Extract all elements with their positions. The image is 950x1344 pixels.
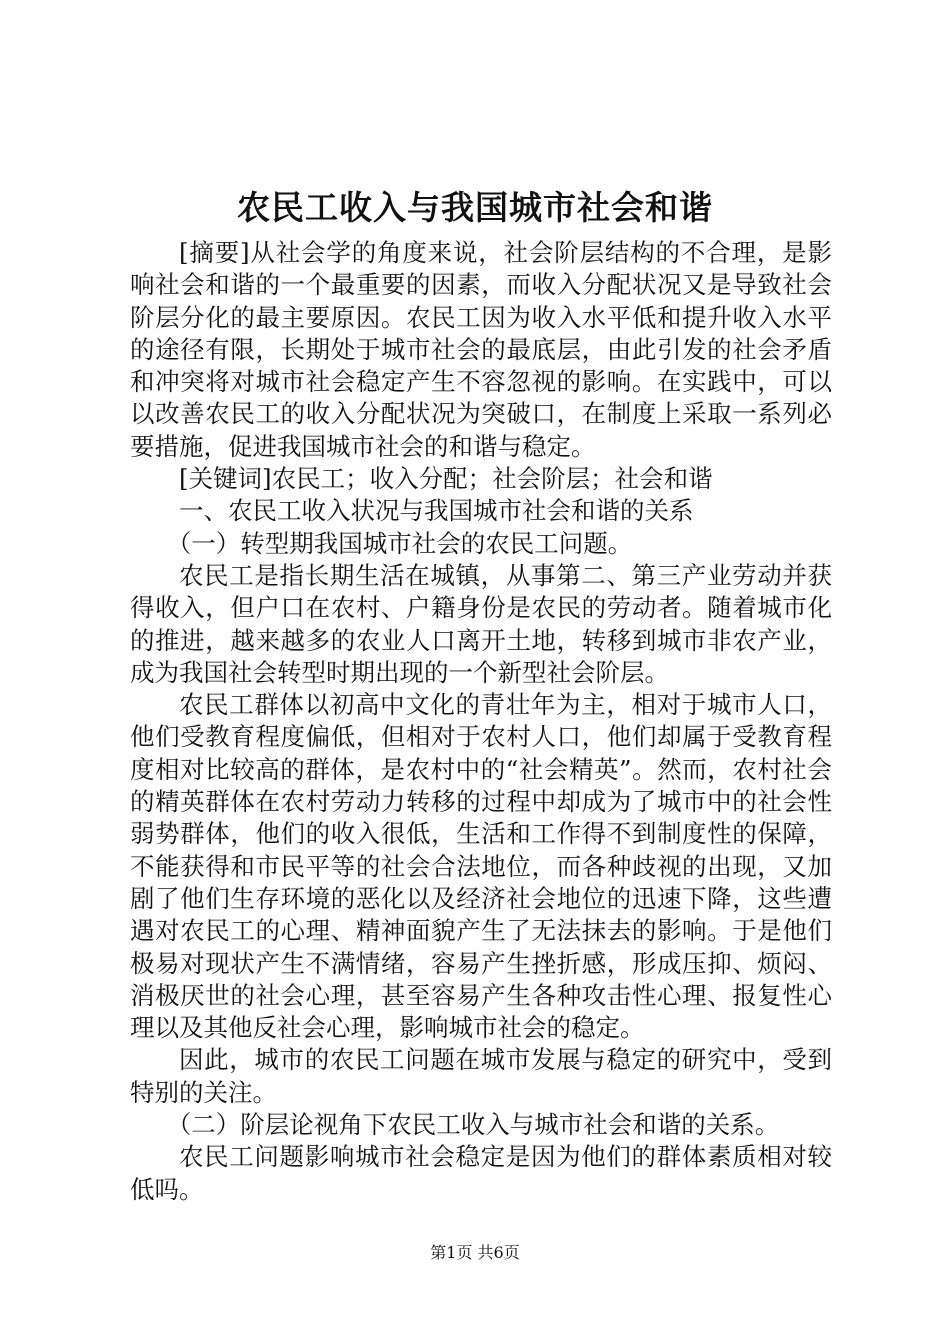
document-title: 农民工收入与我国城市社会和谐 — [237, 188, 713, 227]
abstract-paragraph: [摘要]从社会学的角度来说，社会阶层结构的不合理，是影响社会和谐的一个最重要的因素，而收入分配状况又是导致社会阶层分化的最主要原因。农民工因为收入水平低和提升收入水平的途径有限，长期处于城市社会的最底层，由此引发的社会矛盾和冲突将对城市社会稳定产生不容忽视的影响。在实践中，可以以改善农民工的收入分配状况为突破口，在制度上采取一系列必要措施，促进我国城市社会的和谐与稳定。 — [130, 238, 832, 461]
page-footer: 第1页 共6页 — [430, 1243, 520, 1262]
subsection-heading-2: （二）阶层论视角下农民工收入与城市社会和谐的关系。 — [166, 1110, 780, 1140]
body-paragraph-2: 农民工群体以初高中文化的青壮年为主，相对于城市人口，他们受教育程度偏低，但相对于农村人口，他们却属于受教育程度相对比较高的群体，是农村中的“社会精英”。然而，农村社会的精英群体在农村劳动力转移的过程中却成为了城市中的社会性弱势群体，他们的收入很低，生活和工作得不到制度性的保障，不能获得和市民平等的社会合法地位，而各种歧视的出现，又加剧了他们生存环境的恶化以及经济社会地位的迅速下降，这些遭遇对农民工的心理、精神面貌产生了无法抹去的影响。于是他们极易对现状产生不满情绪，容易产生挫折感，形成压抑、烦闷、消极厌世的社会心理，甚至容易产生各种攻击性心理、报复性心理以及其他反社会心理，影响城市社会的稳定。 — [130, 690, 832, 1043]
body-paragraph-1: 农民工是指长期生活在城镇，从事第二、第三产业劳动并获得收入，但户口在农村、户籍身份是农民的劳动者。随着城市化的推进，越来越多的农业人口离开土地，转移到城市非农产业，成为我国社会转型时期出现的一个新型社会阶层。 — [130, 560, 832, 687]
body-paragraph-4: 农民工问题影响城市社会稳定是因为他们的群体素质相对较低吗。 — [130, 1142, 832, 1204]
section-heading-1: 一、农民工收入状况与我国城市社会和谐的关系 — [179, 496, 694, 526]
keywords-paragraph: [关键词]农民工；收入分配；社会阶层；社会和谐 — [179, 464, 713, 494]
body-paragraph-3: 因此，城市的农民工问题在城市发展与稳定的研究中，受到特别的关注。 — [130, 1045, 832, 1107]
document-body — [130, 237, 832, 1206]
subsection-heading-1: （一）转型期我国城市社会的农民工问题。 — [166, 528, 633, 558]
